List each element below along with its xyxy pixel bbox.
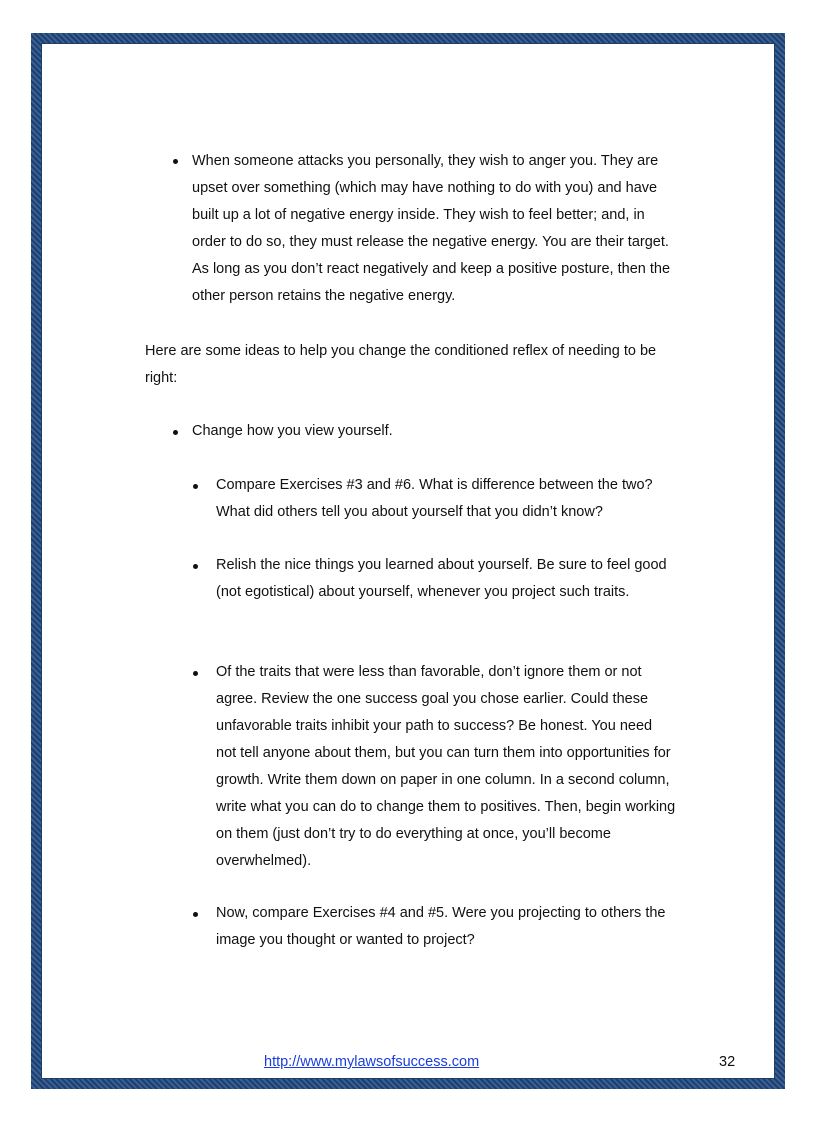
footer-website-link[interactable]: http://www.mylawsofsuccess.com — [264, 1054, 480, 1070]
bullet-change-view: Change how you view yourself. — [192, 423, 393, 439]
sub-bullet-icon — [193, 912, 198, 917]
intro-paragraph: Here are some ideas to help you change the conditioned reflex of needing to be right: — [145, 343, 657, 386]
bullet-personal-attack: When someone attacks you personally, they wish to anger you. They are upset over something (which may have nothing to do with you) and have built up a lot of negative energy inside. They wish to feel better; and, in order to do so, they must release the negative energy. You are their target. As long as you don’t react negatively and keep a positive posture, then the other person retains the negative energy. — [192, 153, 671, 304]
sub-bullet-compare-4-5: Now, compare Exercises #4 and #5. Were you projecting to others the image you thought or wanted to project? — [216, 905, 666, 948]
sub-bullet-relish: Relish the nice things you learned about yourself. Be sure to feel good (not egotistical) about yourself, whenever you project such traits. — [216, 557, 667, 600]
bullet-icon — [173, 159, 178, 164]
sub-bullet-icon — [193, 484, 198, 489]
sub-bullet-icon — [193, 671, 198, 676]
sub-bullet-compare-3-6: Compare Exercises #3 and #6. What is difference between the two? What did others tell you about yourself that you didn’t know? — [216, 477, 653, 520]
page-number: 32 — [719, 1054, 736, 1070]
bullet-icon — [173, 430, 178, 435]
sub-bullet-unfavorable-traits: Of the traits that were less than favorable, don’t ignore them or not agree. Review the one success goal you chose earlier. Could these unfavorable traits inhibit your path to success? Be honest. You need not tell anyone about them, but you can turn them into opportunities for growth. Write them down on paper in one column. In a second column, write what you can do to change them to positives. Then, begin working on them (just don’t try to do everything at once, you’ll become overwhelmed). — [216, 664, 676, 869]
sub-bullet-icon — [193, 564, 198, 569]
